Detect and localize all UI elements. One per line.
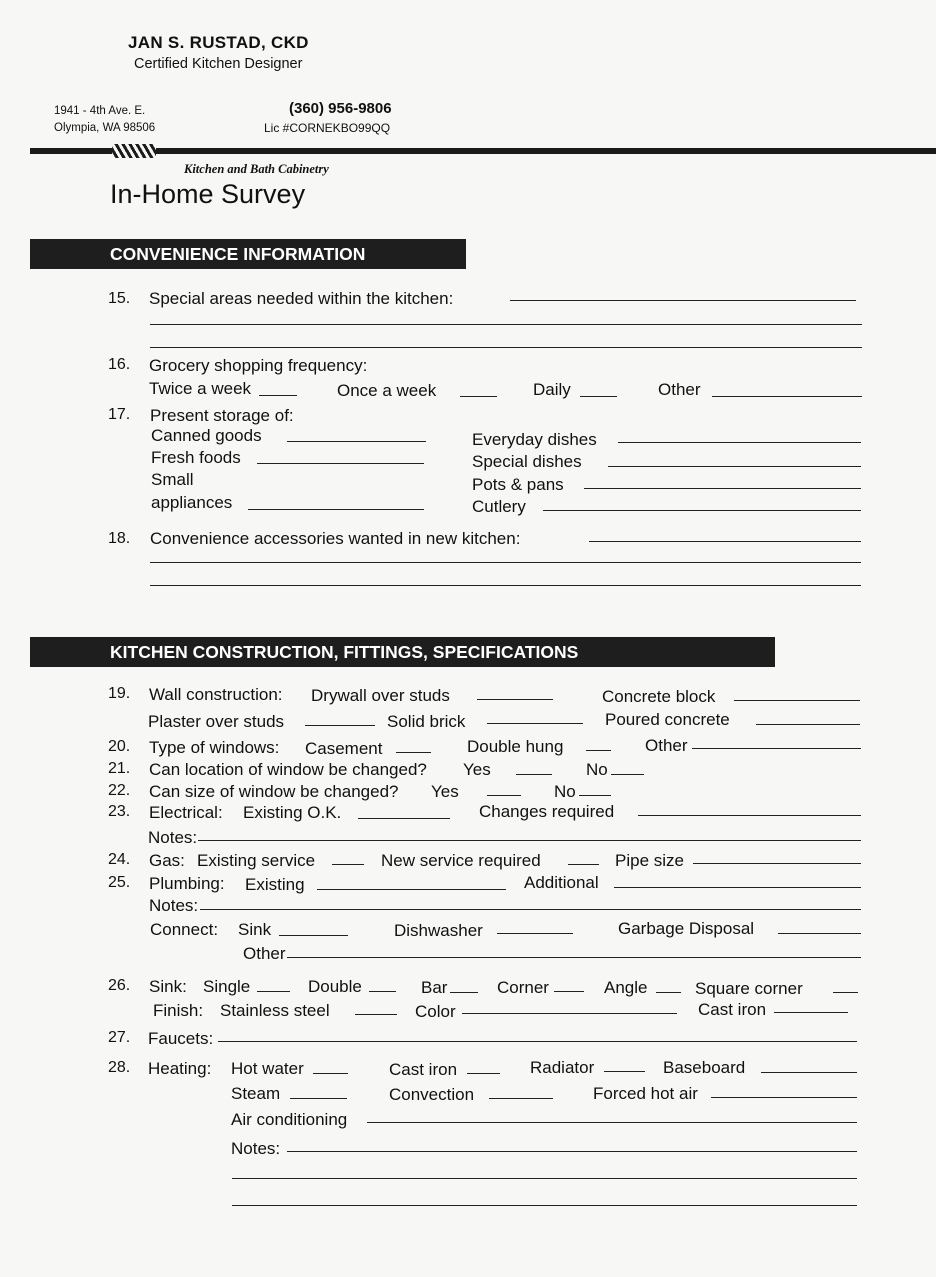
q19-drywall-label: Drywall over studs <box>311 686 450 705</box>
q19-brick-field[interactable] <box>487 723 583 724</box>
q16-once-label: Once a week <box>337 381 437 400</box>
q26-cast-field[interactable] <box>774 1012 848 1013</box>
q23-changes-label: Changes required <box>479 802 615 821</box>
form-title: In-Home Survey <box>110 179 306 209</box>
q25-label: Plumbing: <box>149 874 225 893</box>
q28-number: 28. <box>108 1059 131 1076</box>
q21-no-label: No <box>586 760 608 779</box>
address-line-1: 1941 - 4th Ave. E. <box>54 105 146 117</box>
q15-label: Special areas needed within the kitchen: <box>149 289 454 308</box>
section-construction-label: KITCHEN CONSTRUCTION, FITTINGS, SPECIFICATIONS <box>110 642 579 662</box>
q28-hot-field[interactable] <box>313 1073 348 1074</box>
q26-bar-label: Bar <box>421 978 448 997</box>
header-rule <box>30 148 936 154</box>
q28-steam-field[interactable] <box>290 1098 347 1099</box>
q24-number: 24. <box>108 851 131 868</box>
q22-yes-label: Yes <box>431 782 459 801</box>
q23-changes-field[interactable] <box>638 815 861 816</box>
q28-ac-field[interactable] <box>367 1122 857 1123</box>
q20-casement-label: Casement <box>305 739 383 758</box>
q28-forced-label: Forced hot air <box>593 1084 698 1103</box>
q19-plaster-label: Plaster over studs <box>148 712 285 731</box>
q28-baseboard-label: Baseboard <box>663 1058 746 1077</box>
phone-number: (360) 956-9806 <box>289 100 392 117</box>
q26-angle-label: Angle <box>604 978 648 997</box>
q28-radiator-label: Radiator <box>530 1058 595 1077</box>
q19-brick-label: Solid brick <box>387 712 466 731</box>
q22-label: Can size of window be changed? <box>149 782 399 801</box>
q22-no-label: No <box>554 782 576 801</box>
q24-new-label: New service required <box>381 851 541 870</box>
q21-number: 21. <box>108 760 131 777</box>
q26-color-field[interactable] <box>462 1013 677 1014</box>
q23-label: Electrical: <box>149 803 223 822</box>
header-rule-slashes <box>112 144 156 158</box>
q28-steam-label: Steam <box>231 1084 281 1103</box>
q23-notes-field[interactable] <box>198 840 861 841</box>
q26-stainless-label: Stainless steel <box>220 1001 330 1020</box>
q22-no-field[interactable] <box>579 795 611 796</box>
q17-cutlery-label: Cutlery <box>472 497 526 516</box>
q26-angle-field[interactable] <box>656 992 681 993</box>
q19-poured-label: Poured concrete <box>605 710 730 729</box>
q26-square-label: Square corner <box>695 979 803 998</box>
q20-double-field[interactable] <box>586 750 611 751</box>
q20-other-label: Other <box>645 736 688 755</box>
q19-concrete-label: Concrete block <box>602 687 716 706</box>
q28-notes-field-2[interactable] <box>232 1178 857 1179</box>
q25-notes-label: Notes: <box>149 896 199 915</box>
q25-dishwasher-field[interactable] <box>497 933 573 934</box>
q15-number: 15. <box>108 290 131 307</box>
q26-corner-field[interactable] <box>554 991 584 992</box>
q18-label: Convenience accessories wanted in new kitchen: <box>150 529 521 548</box>
q16-number: 16. <box>108 356 131 373</box>
q17-appliances-field[interactable] <box>248 509 424 510</box>
q24-pipe-field[interactable] <box>693 863 861 864</box>
q26-single-label: Single <box>203 977 251 996</box>
q26-corner-label: Corner <box>497 978 549 997</box>
q15-field-3[interactable] <box>150 347 862 348</box>
section-convenience <box>30 239 466 269</box>
q23-existing-label: Existing O.K. <box>243 803 342 822</box>
q19-drywall-field[interactable] <box>477 699 553 700</box>
q26-finish-label: Finish: <box>153 1001 204 1020</box>
q15-field-2[interactable] <box>150 324 862 325</box>
section-construction <box>30 637 775 667</box>
q28-hot-label: Hot water <box>231 1059 304 1078</box>
q15-field-1[interactable] <box>510 300 856 301</box>
q27-number: 27. <box>108 1029 131 1046</box>
q20-casement-field[interactable] <box>396 752 431 753</box>
q16-twice-field[interactable] <box>259 395 297 396</box>
q25-sink-field[interactable] <box>279 935 348 936</box>
q20-double-label: Double hung <box>467 737 564 756</box>
q17-small-label: Small <box>151 470 194 489</box>
q28-label: Heating: <box>148 1059 212 1078</box>
q17-cutlery-field[interactable] <box>543 510 861 511</box>
q28-forced-field[interactable] <box>711 1097 857 1098</box>
q26-double-label: Double <box>308 977 362 996</box>
q25-connect-label: Connect: <box>150 920 219 939</box>
q21-yes-field[interactable] <box>516 774 552 775</box>
q19-concrete-field[interactable] <box>734 700 860 701</box>
designer-title: Certified Kitchen Designer <box>134 56 303 72</box>
q23-notes-label: Notes: <box>148 828 198 847</box>
q17-everyday-field[interactable] <box>618 442 861 443</box>
q17-fresh-field[interactable] <box>257 463 424 464</box>
q26-square-field[interactable] <box>833 992 858 993</box>
q25-sink-label: Sink <box>238 920 272 939</box>
q25-existing-label: Existing <box>245 875 305 894</box>
q25-number: 25. <box>108 874 131 891</box>
q18-field-2[interactable] <box>150 562 861 563</box>
q25-existing-field[interactable] <box>317 889 506 890</box>
q24-existing-field[interactable] <box>332 864 364 865</box>
q24-existing-label: Existing service <box>197 851 316 870</box>
q17-everyday-label: Everyday dishes <box>472 430 597 449</box>
q17-canned-label: Canned goods <box>151 426 262 445</box>
q25-dishwasher-label: Dishwasher <box>394 921 483 940</box>
q27-field[interactable] <box>218 1041 857 1042</box>
q25-additional-label: Additional <box>524 873 599 892</box>
q28-convection-label: Convection <box>389 1085 475 1104</box>
q22-number: 22. <box>108 782 131 799</box>
q21-yes-label: Yes <box>463 760 491 779</box>
q16-other-label: Other <box>658 380 701 399</box>
company-tagline: Kitchen and Bath Cabinetry <box>184 162 329 176</box>
q25-other-field[interactable] <box>287 957 861 958</box>
q21-no-field[interactable] <box>611 774 644 775</box>
q19-poured-field[interactable] <box>756 724 860 725</box>
q28-notes-label: Notes: <box>231 1139 281 1158</box>
q26-label: Sink: <box>149 977 187 996</box>
q16-other-field[interactable] <box>712 396 862 397</box>
q18-field-1[interactable] <box>589 541 861 542</box>
q25-additional-field[interactable] <box>614 887 861 888</box>
q17-number: 17. <box>108 406 131 423</box>
q17-special-label: Special dishes <box>472 452 582 471</box>
q26-double-field[interactable] <box>369 991 396 992</box>
q20-other-field[interactable] <box>692 748 861 749</box>
q23-existing-field[interactable] <box>358 818 450 819</box>
q18-number: 18. <box>108 530 131 547</box>
q17-canned-field[interactable] <box>287 441 426 442</box>
q16-once-field[interactable] <box>460 396 497 397</box>
q28-cast-label: Cast iron <box>389 1060 458 1079</box>
q26-color-label: Color <box>415 1002 456 1021</box>
q17-pots-label: Pots & pans <box>472 475 564 494</box>
q17-appliances-label: appliances <box>151 493 233 512</box>
q28-baseboard-field[interactable] <box>761 1072 857 1073</box>
q25-other-label: Other <box>243 944 286 963</box>
q21-label: Can location of window be changed? <box>149 760 427 779</box>
q17-label: Present storage of: <box>150 406 294 425</box>
q24-label: Gas: <box>149 851 185 870</box>
q22-yes-field[interactable] <box>487 795 521 796</box>
q20-label: Type of windows: <box>149 738 280 757</box>
q19-plaster-field[interactable] <box>305 725 375 726</box>
section-convenience-label: CONVENIENCE INFORMATION <box>110 244 366 264</box>
q28-notes-field-1[interactable] <box>287 1151 857 1152</box>
q25-garbage-field[interactable] <box>778 933 861 934</box>
q16-daily-label: Daily <box>533 380 571 399</box>
address-line-2: Olympia, WA 98506 <box>54 122 156 134</box>
q23-number: 23. <box>108 803 131 820</box>
q28-cast-field[interactable] <box>467 1073 500 1074</box>
q24-new-field[interactable] <box>568 864 599 865</box>
q26-cast-label: Cast iron <box>698 1000 767 1019</box>
q25-notes-field[interactable] <box>200 909 861 910</box>
q24-pipe-label: Pipe size <box>615 851 684 870</box>
q20-number: 20. <box>108 738 131 755</box>
q16-twice-label: Twice a week <box>149 379 252 398</box>
q17-special-field[interactable] <box>608 466 861 467</box>
q26-single-field[interactable] <box>257 991 290 992</box>
bleed-through-text <box>690 170 696 196</box>
q16-daily-field[interactable] <box>580 396 617 397</box>
q27-label: Faucets: <box>148 1029 214 1048</box>
q25-garbage-label: Garbage Disposal <box>618 919 755 938</box>
q19-number: 19. <box>108 685 131 702</box>
q18-field-3[interactable] <box>150 585 861 586</box>
q28-convection-field[interactable] <box>489 1098 553 1099</box>
q17-pots-field[interactable] <box>584 488 861 489</box>
q28-notes-field-3[interactable] <box>232 1205 857 1206</box>
q28-ac-label: Air conditioning <box>231 1110 348 1129</box>
q19-label: Wall construction: <box>149 685 283 704</box>
q26-bar-field[interactable] <box>450 992 478 993</box>
q26-stainless-field[interactable] <box>355 1014 397 1015</box>
designer-name: JAN S. RUSTAD, CKD <box>128 33 309 52</box>
q16-label: Grocery shopping frequency: <box>149 356 368 375</box>
q26-number: 26. <box>108 977 131 994</box>
license-number: Lic #CORNEKBO99QQ <box>264 121 391 135</box>
q28-radiator-field[interactable] <box>604 1071 645 1072</box>
q17-fresh-label: Fresh foods <box>151 448 241 467</box>
